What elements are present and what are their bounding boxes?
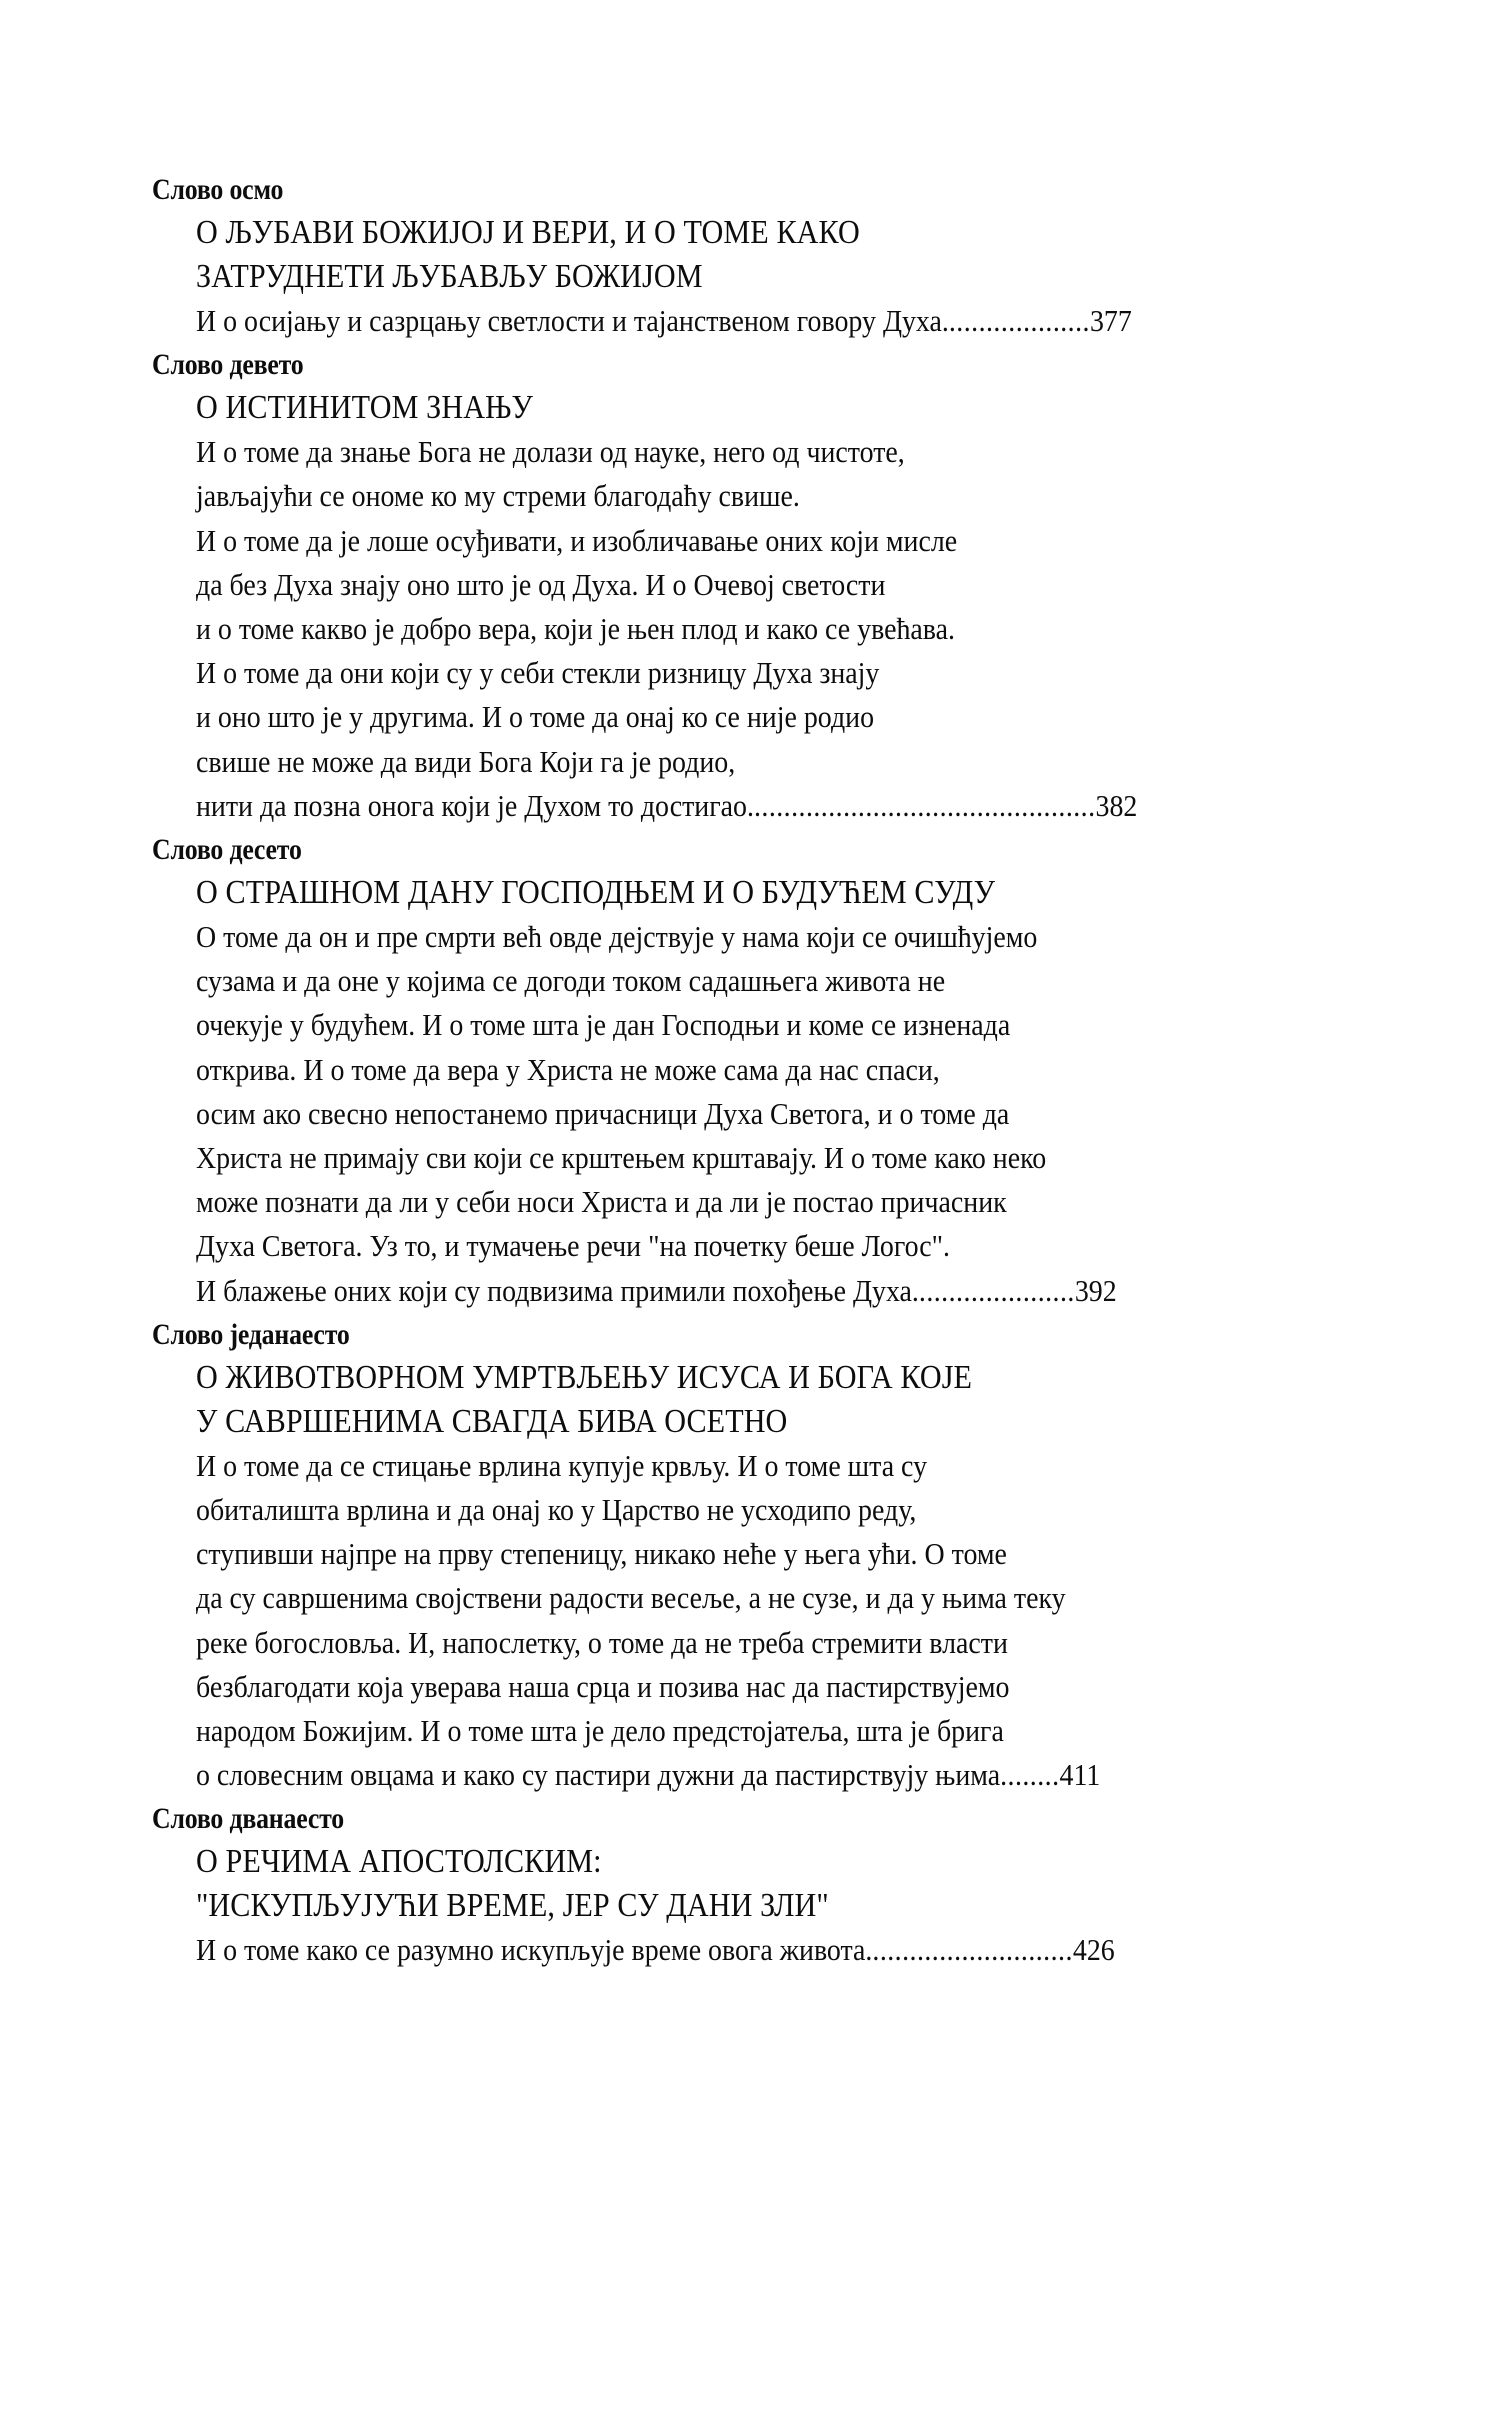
toc-entry-description[interactable] — [196, 1444, 1354, 1798]
toc-section — [152, 1797, 1353, 1972]
toc-entry-title-line[interactable]: ЗАТРУДНЕТИ ЉУБАВЉУ БОЖИЈОМ — [196, 258, 703, 295]
toc-section-label: Слово дванаесто — [152, 1802, 344, 1836]
toc-entry-description-line: јављајући се ономе ко му стреми благодаћу свише. — [196, 478, 800, 514]
toc-entry-last-line — [196, 1753, 1354, 1797]
toc-section-label: Слово осмо — [152, 173, 284, 206]
toc-page-number[interactable]: 411 — [1059, 1757, 1101, 1793]
toc-page-number[interactable]: 426 — [1072, 1932, 1115, 1968]
toc-entry-description[interactable] — [196, 1928, 1354, 1972]
toc-entry-title-line[interactable]: "ИСКУПЉУЈУЋИ ВРЕМЕ, ЈЕР СУ ДАНИ ЗЛИ" — [196, 1887, 829, 1925]
toc-entry-description-line: осим ако свесно непостанемо причасници Духа Светога, и о томе да — [196, 1095, 1010, 1131]
toc-section-body — [196, 1840, 1353, 1972]
toc-section — [152, 828, 1353, 1313]
toc-entry-last-line — [196, 1928, 1354, 1972]
toc-section — [152, 1313, 1353, 1798]
toc-entry-last-line — [196, 299, 1354, 343]
toc-entry-title-line[interactable]: У САВРШЕНИМА СВАГДА БИВА ОСЕТНО — [196, 1402, 788, 1440]
toc-entry-last-line — [196, 784, 1354, 828]
toc-entry-description-line: О томе да он и пре смрти већ овде дејствује у нама који се очишћујемо — [196, 919, 1038, 955]
toc-entry-description-line: обиталишта врлина и да онај ко у Царство не усходипо реду, — [196, 1492, 917, 1528]
toc-section-label: Слово девето — [152, 348, 304, 382]
toc-section-body — [196, 1356, 1353, 1798]
toc-entry-description[interactable] — [196, 299, 1354, 343]
toc-entry-title-line[interactable]: О ЖИВОТВОРНОМ УМРТВЉЕЊУ ИСУСА И БОГА КОЈЕ — [196, 1358, 973, 1396]
dot-leader: ..................... — [918, 1272, 1075, 1308]
toc-entry-description-line: може познати да ли у себи носи Христа и да ли је постао причасник — [196, 1184, 1007, 1220]
toc-page-number[interactable]: 382 — [1095, 787, 1138, 823]
toc-entry-description-line: И о осијању и сазрцању светлости и тајанственом говору Духа. — [196, 303, 949, 338]
toc-entry-last-line — [196, 1269, 1354, 1313]
toc-section-body — [196, 386, 1353, 828]
toc-entry-description-line: да су савршенима својствени радости весеље, а не сузе, и да у њима теку — [196, 1580, 1066, 1616]
toc-entry-description-line: безблагодати која уверава наша срца и позива нас да пастирствујемо — [196, 1668, 1010, 1704]
toc-entry-description-line: И блажење оних који су подвизима примили похођење Духа. — [196, 1272, 919, 1308]
toc-entry-description-line: И о томе како се разумно искупљује време овога живота. — [196, 1932, 873, 1968]
toc-entry-description[interactable] — [196, 430, 1354, 828]
toc-entry-description-line: и о томе какво је добро вера, који је њен плод и како се увећава. — [196, 611, 955, 647]
toc-section-label: Слово једанаесто — [152, 1317, 350, 1351]
toc-entry-description-line: И о томе да знање Бога не долази од науке, него од чистоте, — [196, 434, 905, 470]
toc-entry-description-line: ступивши најпре на прву степеницу, никако неће у њега ући. О томе — [196, 1536, 1007, 1572]
toc-entry-description-line: сузама и да оне у којима се догоди током садашњега живота не — [196, 963, 946, 999]
toc-page-number[interactable]: 392 — [1074, 1272, 1117, 1308]
table-of-contents — [152, 168, 1353, 1973]
toc-entry-description-line: нити да позна онога који је Духом то достигао. — [196, 787, 754, 823]
toc-entry-description-line: свише не може да види Бога Који га је родио, — [196, 743, 736, 779]
dot-leader: ................... — [948, 303, 1090, 338]
dot-leader: .............................................. — [753, 787, 1096, 823]
toc-section-body — [196, 211, 1353, 343]
toc-entry-description-line: о словесним овцама и како су пастири дужни да пастирствују њима — [196, 1757, 1001, 1793]
toc-entry-title-line[interactable]: О СТРАШНОМ ДАНУ ГОСПОДЊЕМ И О БУДУЋЕМ СУДУ — [196, 874, 996, 912]
toc-entry-description-line: И о томе да се стицање врлина купује крвљу. И о томе шта су — [196, 1447, 928, 1483]
toc-entry-description-line: реке богословља. И, напослетку, о томе да не треба стремити власти — [196, 1624, 1008, 1660]
toc-entry-description-line: и оно што је у другима. И о томе да онај ко се није родио — [196, 699, 875, 735]
toc-section — [152, 168, 1353, 343]
toc-entry-title-line[interactable]: О ЉУБАВИ БОЖИЈОЈ И ВЕРИ, И О ТОМЕ КАКО — [196, 214, 860, 251]
toc-entry-description-line: И о томе да они који су у себи стекли ризницу Духа знају — [196, 655, 880, 691]
dot-leader: ........................... — [872, 1932, 1073, 1968]
toc-entry-description-line: открива. И о томе да вера у Христа не може сама да нас спаси, — [196, 1051, 940, 1087]
toc-entry-description-line: да без Духа знају оно што је од Духа. И о Очевој светости — [196, 566, 886, 602]
toc-page-number[interactable]: 377 — [1089, 303, 1132, 338]
toc-entry-description-line: И о томе да је лоше осуђивати, и изобличавање оних који мисле — [196, 522, 958, 558]
toc-entry-description-line: Христа не примају сви који се крштењем крштавају. И о томе како неко — [196, 1140, 1047, 1176]
toc-entry-description-line: Духа Светога. Уз то, и тумачење речи "на почетку беше Логос". — [196, 1228, 950, 1264]
toc-entry-title-line[interactable]: О РЕЧИМА АПОСТОЛСКИМ: — [196, 1843, 602, 1881]
dot-leader: ........ — [1000, 1757, 1060, 1793]
toc-entry-description-line: очекује у будућем. И о томе шта је дан Господњи и коме се изненада — [196, 1007, 1011, 1043]
toc-entry-description-line: народом Божијим. И о томе шта је дело предстојатеља, шта је брига — [196, 1713, 1004, 1749]
toc-section — [152, 343, 1353, 828]
toc-entry-description[interactable] — [196, 915, 1354, 1313]
toc-entry-title-line[interactable]: О ИСТИНИТОМ ЗНАЊУ — [196, 389, 533, 427]
toc-section-body — [196, 871, 1353, 1313]
toc-section-label: Слово десето — [152, 833, 302, 867]
